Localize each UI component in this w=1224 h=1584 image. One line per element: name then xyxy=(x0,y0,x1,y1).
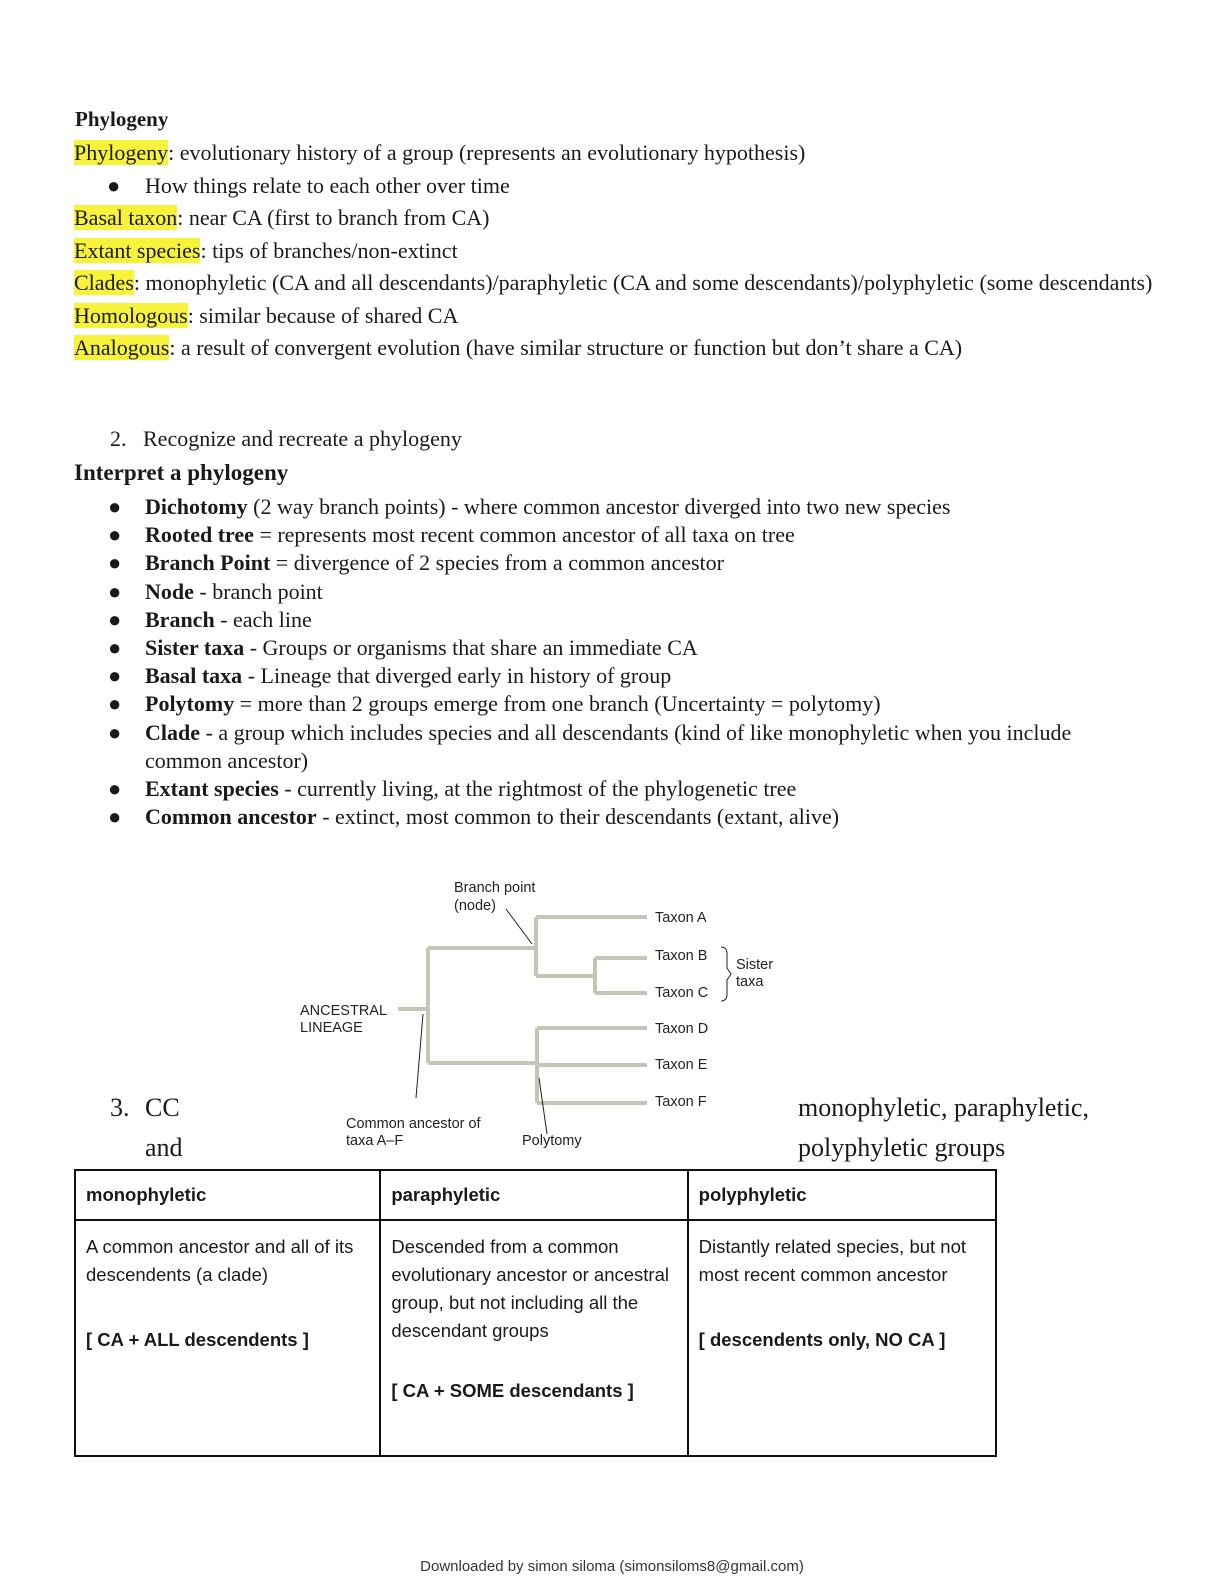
list-item xyxy=(108,803,1098,831)
bullet-dot: ● xyxy=(108,494,122,519)
section-2-heading: 2. Recognize and recreate a phylogeny xyxy=(110,426,462,451)
definition-text: : tips of branches/non-extinct xyxy=(200,237,458,263)
common-ancestor-pointer xyxy=(416,1014,423,1098)
term-highlight: Clades xyxy=(74,270,134,295)
section-3-text: CC xyxy=(145,1093,180,1122)
term-text: = represents most recent common ancestor of all taxa on tree xyxy=(253,522,795,548)
term-text: - a group which includes species and all descendants (kind of like monophyletic when you include common ancestor) xyxy=(145,719,1072,773)
bullet-dot: ● xyxy=(107,172,121,198)
term-label: Basal taxa xyxy=(145,663,243,689)
list-item xyxy=(108,549,1098,577)
list-item xyxy=(108,493,1098,521)
cell-rule: [ descendents only, NO CA ] xyxy=(698,1329,946,1350)
definitions-block xyxy=(74,137,1154,365)
term-text: = divergence of 2 species from a common ancestor xyxy=(270,550,724,576)
terms-list xyxy=(108,493,1098,831)
ancestral-lineage-label: ANCESTRAL xyxy=(300,1003,388,1019)
term-label: Extant species xyxy=(145,776,279,802)
cell-description: Descended from a common evolutionary ancestor or ancestral group, but not including all the descendant groups xyxy=(391,1236,669,1341)
group-types-table xyxy=(74,1169,997,1457)
term-label: Branch Point xyxy=(145,550,271,576)
bullet-text: How things relate to each other over time xyxy=(145,172,510,198)
common-ancestor-label: Common ancestor of xyxy=(346,1116,481,1132)
term-text: - currently living, at the rightmost of the phylogenetic tree xyxy=(278,776,797,802)
bullet-dot: ● xyxy=(108,719,122,745)
list-item xyxy=(108,775,1098,803)
cell-polyphyletic xyxy=(688,1220,996,1456)
list-item xyxy=(108,719,1098,775)
section-3-number: 3. xyxy=(110,1093,130,1122)
term-highlight: Extant species xyxy=(74,237,201,263)
cell-rule: [ CA + SOME descendants ] xyxy=(391,1380,634,1401)
term-label: Branch xyxy=(145,606,215,632)
bullet-dot: ● xyxy=(108,522,122,548)
term-highlight: Analogous xyxy=(74,335,170,360)
term-highlight: Homologous xyxy=(74,302,188,328)
taxon-label: Taxon D xyxy=(655,1021,709,1037)
header-monophyletic: monophyletic xyxy=(75,1170,380,1220)
header-paraphyletic: paraphyletic xyxy=(380,1170,687,1220)
section-3-text: polyphyletic groups xyxy=(798,1133,1006,1162)
cell-rule: [ CA + ALL descendents ] xyxy=(86,1329,309,1350)
bullet-dot: ● xyxy=(108,663,122,689)
term-label: Dichotomy xyxy=(145,494,248,519)
list-item xyxy=(108,690,1098,718)
sister-taxa-label: taxa xyxy=(736,974,764,990)
definition-clades xyxy=(74,267,1154,300)
term-text: - Groups or organisms that share an immediate CA xyxy=(244,635,698,661)
bullet-dot: ● xyxy=(108,691,122,717)
branch-point-pointer xyxy=(506,909,532,944)
term-label: Rooted tree xyxy=(145,522,254,548)
polytomy-pointer xyxy=(539,1078,547,1134)
term-highlight: Basal taxon xyxy=(74,205,178,230)
phylogenetic-tree-diagram xyxy=(290,872,810,1162)
cell-paraphyletic xyxy=(380,1220,687,1456)
term-label: Polytomy xyxy=(145,691,235,717)
interpret-heading: Interpret a phylogeny xyxy=(74,460,289,485)
term-label: Node xyxy=(145,578,194,604)
definition-basal-taxon xyxy=(74,202,1154,235)
definition-phylogeny xyxy=(74,137,1154,170)
list-item xyxy=(108,578,1098,606)
taxon-label: Taxon C xyxy=(655,985,709,1001)
list-item xyxy=(108,606,1098,634)
definition-text: : a result of convergent evolution (have similar structure or function but don’t share a CA) xyxy=(169,335,963,360)
taxon-label: Taxon A xyxy=(655,910,707,926)
definition-text: : monophyletic (CA and all descendants)/paraphyletic (CA and some descendants)/polyphyletic (some descendants) xyxy=(133,270,1153,295)
term-text: - Lineage that diverged early in history of group xyxy=(242,663,672,689)
header-polyphyletic: polyphyletic xyxy=(688,1170,996,1220)
branch-point-label: Branch point xyxy=(454,880,536,896)
table-row xyxy=(75,1220,996,1456)
tree-branches xyxy=(398,917,647,1103)
term-text: - each line xyxy=(214,606,312,632)
ancestral-lineage-label: LINEAGE xyxy=(300,1020,363,1036)
definition-text: : similar because of shared CA xyxy=(187,302,459,328)
bullet-dot: ● xyxy=(108,804,122,830)
section-3-text: and xyxy=(145,1133,183,1162)
bullet-dot: ● xyxy=(108,550,122,576)
taxon-label: Taxon E xyxy=(655,1057,708,1073)
bullet-dot: ● xyxy=(108,776,122,802)
definition-bullet xyxy=(74,170,1154,203)
definition-extant-species xyxy=(74,235,1154,268)
definition-text: : near CA (first to branch from CA) xyxy=(177,205,490,230)
definition-homologous xyxy=(74,300,1154,333)
term-label: Sister taxa xyxy=(145,635,245,661)
cell-monophyletic xyxy=(75,1220,380,1456)
term-text: = more than 2 groups emerge from one branch (Uncertainty = polytomy) xyxy=(234,691,881,717)
sister-taxa-label: Sister xyxy=(736,957,774,973)
cell-description: Distantly related species, but not most recent common ancestor xyxy=(698,1236,967,1285)
term-text: - extinct, most common to their descendants (extant, alive) xyxy=(316,804,840,830)
list-item xyxy=(108,662,1098,690)
bullet-dot: ● xyxy=(108,578,122,604)
term-text: - branch point xyxy=(193,578,323,604)
page-heading: Phylogeny xyxy=(75,107,169,131)
term-text: (2 way branch points) - where common ancestor diverged into two new species xyxy=(247,494,951,519)
common-ancestor-label: taxa A–F xyxy=(346,1133,404,1149)
term-label: Clade xyxy=(145,719,200,745)
term-highlight: Phylogeny xyxy=(74,140,169,165)
taxon-label: Taxon F xyxy=(655,1094,707,1110)
polytomy-label: Polytomy xyxy=(522,1133,582,1149)
taxon-label: Taxon B xyxy=(655,948,708,964)
list-item xyxy=(108,521,1098,549)
bullet-dot: ● xyxy=(108,635,122,661)
footer-download-note: Downloaded by simon siloma (simonsiloms8@gmail.com) xyxy=(420,1558,804,1575)
bullet-dot: ● xyxy=(108,606,122,632)
definition-analogous xyxy=(74,332,1154,365)
definition-text: : evolutionary history of a group (represents an evolutionary hypothesis) xyxy=(168,140,806,165)
term-label: Common ancestor xyxy=(145,804,317,830)
list-item xyxy=(108,634,1098,662)
cell-description: A common ancestor and all of its descendents (a clade) xyxy=(86,1236,354,1285)
section-3-text: monophyletic, paraphyletic, xyxy=(798,1093,1089,1122)
sister-taxa-brace xyxy=(721,947,731,1001)
node-label: (node) xyxy=(454,898,496,914)
table-header-row xyxy=(75,1170,996,1220)
